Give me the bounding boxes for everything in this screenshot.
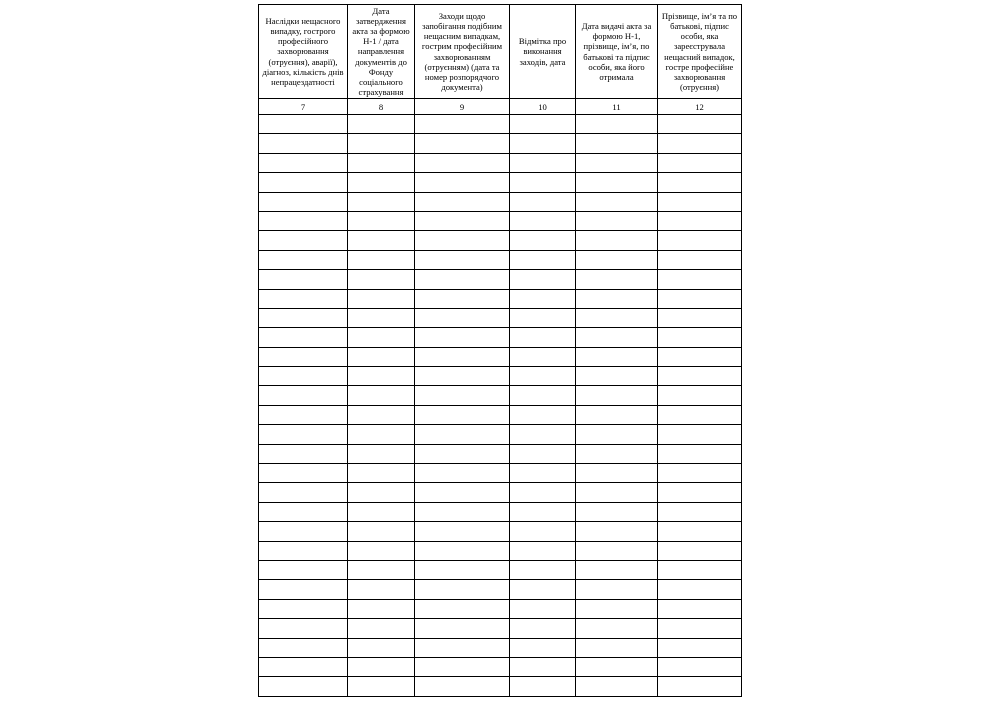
blank-cell [348, 153, 415, 172]
blank-cell [510, 173, 576, 192]
blank-entry-row [259, 153, 742, 172]
blank-cell [576, 153, 658, 172]
blank-cell [658, 541, 742, 560]
blank-cell [510, 211, 576, 230]
blank-cell [348, 541, 415, 560]
blank-cell [576, 270, 658, 289]
blank-cell [348, 173, 415, 192]
blank-cell [510, 483, 576, 502]
blank-cell [415, 619, 510, 638]
blank-cell [259, 522, 348, 541]
blank-cell [510, 289, 576, 308]
blank-cell [259, 192, 348, 211]
blank-cell [415, 677, 510, 696]
blank-cell [576, 483, 658, 502]
blank-cell [259, 347, 348, 366]
blank-cell [510, 425, 576, 444]
blank-cell [510, 580, 576, 599]
blank-cell [348, 211, 415, 230]
column-header-7: Наслідки нещасного випадку, гострого професійного захворювання (отруєння), аварії), діагноз, кількість днів непрацездатності [259, 5, 348, 99]
blank-cell [259, 425, 348, 444]
blank-cell [576, 425, 658, 444]
blank-cell [576, 289, 658, 308]
column-number-11: 11 [576, 99, 658, 115]
blank-cell [348, 192, 415, 211]
blank-cell [415, 522, 510, 541]
blank-cell [576, 405, 658, 424]
blank-cell [259, 328, 348, 347]
blank-cell [576, 464, 658, 483]
blank-cell [510, 270, 576, 289]
blank-cell [415, 638, 510, 657]
blank-cell [415, 134, 510, 153]
blank-cell [348, 464, 415, 483]
blank-cell [510, 115, 576, 134]
column-number-7: 7 [259, 99, 348, 115]
blank-cell [348, 483, 415, 502]
blank-cell [576, 231, 658, 250]
blank-cell [576, 522, 658, 541]
blank-cell [348, 425, 415, 444]
blank-cell [576, 638, 658, 657]
blank-cell [576, 386, 658, 405]
blank-cell [576, 444, 658, 463]
blank-cell [658, 619, 742, 638]
blank-cell [348, 250, 415, 269]
blank-cell [510, 153, 576, 172]
blank-cell [348, 347, 415, 366]
blank-entry-row [259, 541, 742, 560]
blank-cell [658, 405, 742, 424]
column-number-10: 10 [510, 99, 576, 115]
blank-cell [658, 289, 742, 308]
blank-cell [658, 134, 742, 153]
blank-cell [510, 308, 576, 327]
blank-cell [658, 173, 742, 192]
blank-entry-row [259, 250, 742, 269]
blank-cell [510, 638, 576, 657]
blank-cell [415, 386, 510, 405]
blank-cell [259, 289, 348, 308]
blank-cell [415, 425, 510, 444]
blank-cell [658, 347, 742, 366]
blank-cell [259, 541, 348, 560]
blank-cell [576, 173, 658, 192]
blank-entry-row [259, 270, 742, 289]
blank-cell [658, 425, 742, 444]
blank-cell [348, 134, 415, 153]
blank-cell [415, 560, 510, 579]
blank-cell [348, 328, 415, 347]
blank-cell [259, 464, 348, 483]
blank-cell [658, 308, 742, 327]
blank-cell [415, 347, 510, 366]
blank-cell [259, 483, 348, 502]
blank-cell [510, 192, 576, 211]
blank-cell [510, 231, 576, 250]
blank-entry-row [259, 231, 742, 250]
blank-cell [658, 502, 742, 521]
blank-cell [348, 367, 415, 386]
blank-cell [348, 270, 415, 289]
blank-cell [415, 115, 510, 134]
blank-cell [510, 599, 576, 618]
blank-cell [348, 231, 415, 250]
column-header-11: Дата видачі акта за формою Н-1, прізвище, ім’я, по батькові та підпис особи, яка його отримала [576, 5, 658, 99]
blank-cell [576, 250, 658, 269]
blank-entry-row [259, 134, 742, 153]
blank-cell [259, 619, 348, 638]
blank-cell [658, 483, 742, 502]
blank-cell [658, 328, 742, 347]
blank-cell [658, 231, 742, 250]
blank-cell [510, 560, 576, 579]
blank-cell [348, 677, 415, 696]
column-number-12: 12 [658, 99, 742, 115]
blank-cell [510, 405, 576, 424]
blank-cell [348, 502, 415, 521]
blank-cell [259, 405, 348, 424]
blank-cell [510, 464, 576, 483]
blank-cell [510, 619, 576, 638]
blank-cell [415, 599, 510, 618]
blank-cell [415, 192, 510, 211]
blank-cell [415, 657, 510, 676]
blank-cell [259, 560, 348, 579]
column-header-10: Відмітка про виконання заходів, дата [510, 5, 576, 99]
blank-cell [259, 115, 348, 134]
blank-cell [415, 173, 510, 192]
blank-cell [658, 211, 742, 230]
blank-entry-row [259, 522, 742, 541]
blank-cell [576, 211, 658, 230]
blank-cell [658, 367, 742, 386]
blank-cell [415, 250, 510, 269]
blank-cell [415, 580, 510, 599]
blank-cell [576, 560, 658, 579]
blank-cell [348, 522, 415, 541]
column-number-9: 9 [415, 99, 510, 115]
blank-cell [658, 270, 742, 289]
blank-entry-row [259, 192, 742, 211]
blank-cell [658, 560, 742, 579]
blank-cell [510, 328, 576, 347]
blank-cell [259, 173, 348, 192]
blank-cell [576, 328, 658, 347]
blank-cell [259, 386, 348, 405]
blank-cell [510, 522, 576, 541]
blank-cell [658, 444, 742, 463]
blank-cell [658, 599, 742, 618]
blank-cell [658, 657, 742, 676]
blank-cell [348, 560, 415, 579]
blank-cell [415, 444, 510, 463]
blank-cell [415, 464, 510, 483]
column-number-row [259, 99, 742, 115]
blank-cell [658, 192, 742, 211]
blank-cell [576, 657, 658, 676]
blank-cell [510, 386, 576, 405]
blank-cell [658, 115, 742, 134]
blank-cell [658, 677, 742, 696]
blank-cell [415, 405, 510, 424]
blank-entry-row [259, 425, 742, 444]
blank-cell [259, 502, 348, 521]
blank-cell [348, 405, 415, 424]
blank-cell [415, 367, 510, 386]
column-number-8: 8 [348, 99, 415, 115]
blank-cell [576, 677, 658, 696]
blank-cell [259, 134, 348, 153]
blank-cell [510, 677, 576, 696]
blank-cell [259, 599, 348, 618]
blank-entry-row [259, 483, 742, 502]
blank-cell [576, 347, 658, 366]
blank-cell [259, 638, 348, 657]
blank-entry-row [259, 444, 742, 463]
blank-cell [415, 153, 510, 172]
blank-entry-row [259, 638, 742, 657]
blank-cell [576, 367, 658, 386]
blank-cell [348, 580, 415, 599]
blank-cell [576, 192, 658, 211]
blank-cell [576, 580, 658, 599]
blank-cell [576, 115, 658, 134]
blank-cell [348, 289, 415, 308]
blank-cell [348, 308, 415, 327]
blank-cell [259, 657, 348, 676]
blank-cell [348, 444, 415, 463]
blank-cell [259, 580, 348, 599]
blank-entry-row [259, 115, 742, 134]
blank-cell [510, 541, 576, 560]
blank-entry-row [259, 328, 742, 347]
blank-cell [510, 134, 576, 153]
blank-cell [576, 599, 658, 618]
blank-cell [658, 464, 742, 483]
blank-cell [259, 367, 348, 386]
blank-cell [415, 308, 510, 327]
blank-cell [510, 657, 576, 676]
blank-cell [576, 541, 658, 560]
blank-entry-row [259, 599, 742, 618]
blank-cell [415, 211, 510, 230]
blank-cell [510, 367, 576, 386]
blank-entry-row [259, 211, 742, 230]
column-header-9: Заходи щодо запобігання подібним нещасним випадкам, гострим професійним захворюванням (отруєнням) (дата та номер розпорядчого документа) [415, 5, 510, 99]
blank-entry-row [259, 580, 742, 599]
blank-entry-row [259, 308, 742, 327]
blank-entry-row [259, 347, 742, 366]
blank-cell [658, 638, 742, 657]
blank-cell [415, 502, 510, 521]
blank-cell [415, 289, 510, 308]
blank-entry-row [259, 405, 742, 424]
blank-cell [510, 250, 576, 269]
header-row [259, 5, 742, 99]
blank-cell [348, 115, 415, 134]
blank-cell [259, 211, 348, 230]
blank-entry-row [259, 677, 742, 696]
blank-cell [348, 638, 415, 657]
blank-cell [259, 308, 348, 327]
blank-cell [510, 444, 576, 463]
blank-cell [576, 308, 658, 327]
blank-cell [259, 444, 348, 463]
blank-entry-row [259, 289, 742, 308]
blank-cell [415, 483, 510, 502]
journal-table [258, 4, 742, 697]
blank-cell [576, 502, 658, 521]
blank-cell [576, 134, 658, 153]
blank-entry-row [259, 464, 742, 483]
blank-cell [658, 580, 742, 599]
blank-cell [510, 347, 576, 366]
blank-cell [259, 677, 348, 696]
blank-cell [259, 153, 348, 172]
blank-entry-row [259, 502, 742, 521]
blank-cell [415, 328, 510, 347]
blank-cell [348, 657, 415, 676]
blank-cell [348, 386, 415, 405]
blank-entry-row [259, 619, 742, 638]
column-header-8: Дата затвердження акта за формою Н-1 / дата направлення документів до Фонду соціального страхування [348, 5, 415, 99]
blank-entry-row [259, 367, 742, 386]
blank-entry-row [259, 560, 742, 579]
blank-entry-row [259, 657, 742, 676]
blank-cell [658, 386, 742, 405]
blank-cell [415, 541, 510, 560]
blank-cell [259, 270, 348, 289]
blank-cell [658, 250, 742, 269]
blank-cell [658, 153, 742, 172]
blank-entry-row [259, 386, 742, 405]
blank-cell [576, 619, 658, 638]
blank-cell [510, 502, 576, 521]
blank-cell [415, 270, 510, 289]
column-header-12: Прізвище, ім’я та по батькові, підпис особи, яка зареєструвала нещасний випадок, гостре професійне захворювання (отруєння) [658, 5, 742, 99]
blank-cell [658, 522, 742, 541]
blank-cell [259, 231, 348, 250]
blank-cell [415, 231, 510, 250]
blank-cell [348, 619, 415, 638]
blank-cell [348, 599, 415, 618]
blank-cell [259, 250, 348, 269]
blank-entry-row [259, 173, 742, 192]
